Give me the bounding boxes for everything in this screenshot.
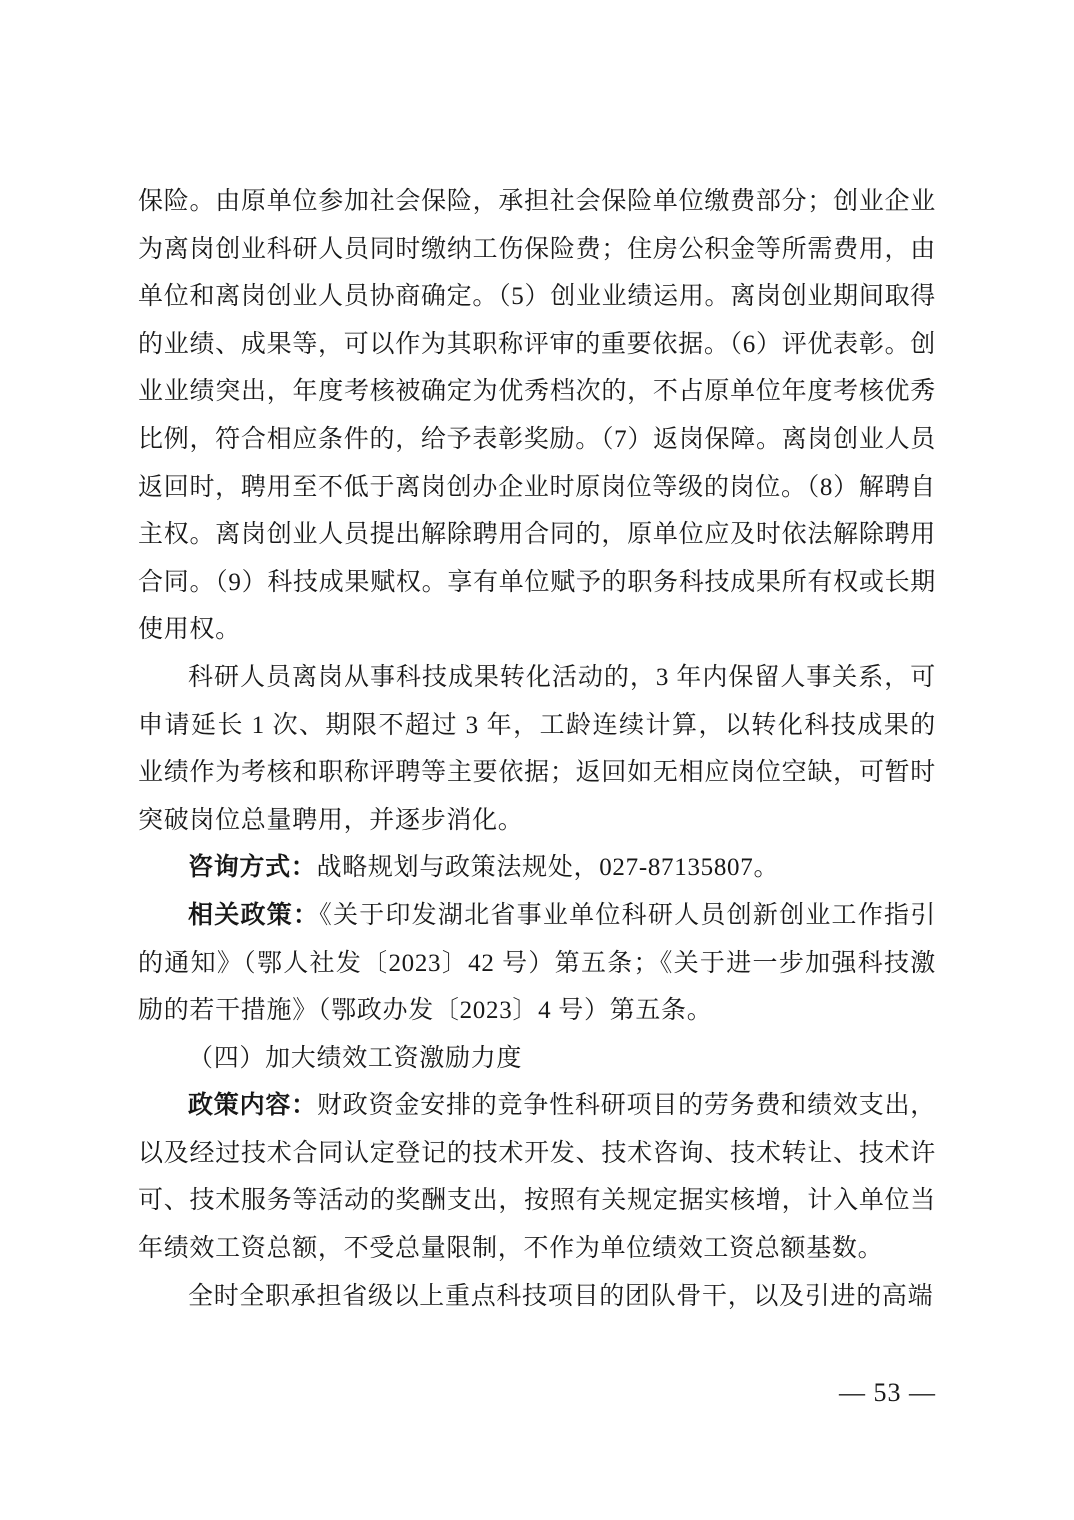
inline-bold-label: 咨询方式： — [188, 854, 317, 882]
text-run: 财政资金安排的竞争性科研项目的劳务费和绩效支出，以及经过技术合同认定登记的技术开发、技术咨询、技术转让、技术许可、技术服务等活动的奖酬支出，按照有关规定据实核增，计入单位当年绩效工资总额，不受总量限制，不作为单位绩效工资总额基数。 — [138, 1092, 936, 1263]
page-footer — [839, 1378, 936, 1408]
text-run: 全时全职承担省级以上重点科技项目的团队骨干，以及引进的高端 — [188, 1282, 934, 1310]
text-run: 《关于印发湖北省事业单位科研人员创新创业工作指引的通知》（鄂人社发〔2023〕42 号）第五条；《关于进一步加强科技激励的若干措施》（鄂政办发〔2023〕4 号）第五条。 — [138, 901, 936, 1025]
paragraph-policy-content — [138, 1082, 936, 1272]
text-run: 战略规划与政策法规处，027-87135807。 — [316, 854, 780, 882]
text-run: （四）加大绩效工资激励力度 — [188, 1044, 523, 1072]
document-body — [138, 178, 936, 1320]
heading-section-four — [138, 1035, 936, 1083]
paragraph-consultation-method — [138, 844, 936, 892]
text-run: 保险。由原单位参加社会保险，承担社会保险单位缴费部分；创业企业为离岗创业科研人员同时缴纳工伤保险费；住房公积金等所需费用，由单位和离岗创业人员协商确定。（5）创业业绩运用。离岗创业期间取得的业绩、成果等，可以作为其职称评审的重要依据。（6）评优表彰。创业业绩突出，年度考核被确定为优秀档次的，不占原单位年度考核优秀比例，符合相应条件的，给予表彰奖励。（7）返岗保障。离岗创业人员返回时，聘用至不低于离岗创办企业时原岗位等级的岗位。（8）解聘自主权。离岗创业人员提出解除聘用合同的，原单位应及时依法解除聘用合同。（9）科技成果赋权。享有单位赋予的职务科技成果所有权或长期使用权。 — [138, 188, 936, 644]
paragraph-fulltime-key-projects — [138, 1273, 936, 1321]
text-run: 科研人员离岗从事科技成果转化活动的，3 年内保留人事关系，可申请延长 1 次、期限不超过 3 年，工龄连续计算，以转化科技成果的业绩作为考核和职称评聘等主要依据；返回如无相应岗位空缺，可暂时突破岗位总量聘用，并逐步消化。 — [138, 663, 936, 834]
paragraph-entrepreneurship-policies — [138, 178, 936, 654]
paragraph-retention-of-personnel-relations — [138, 654, 936, 844]
page-number: — 53 — — [839, 1378, 936, 1407]
paragraph-related-policies — [138, 892, 936, 1035]
inline-bold-label: 相关政策： — [188, 901, 320, 929]
inline-bold-label: 政策内容： — [188, 1092, 317, 1120]
